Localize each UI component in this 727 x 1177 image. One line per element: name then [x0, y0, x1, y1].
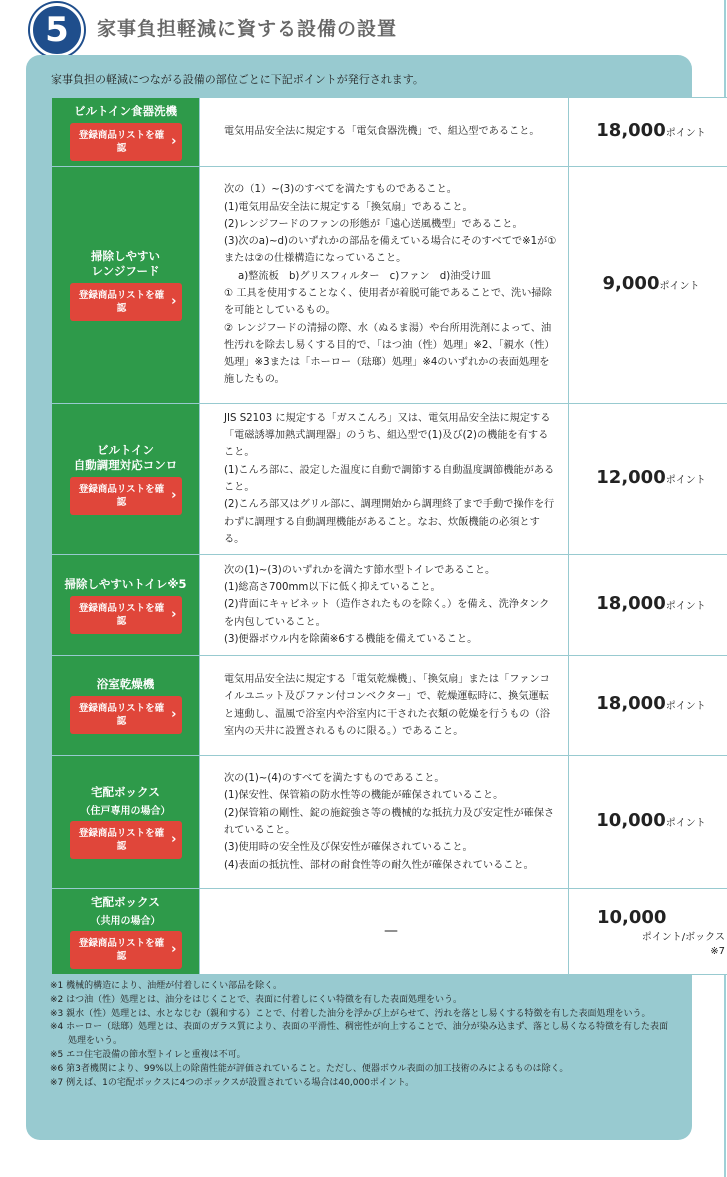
- requirement-line: (1)総高さ700mm以下に低く抑えていること。: [224, 582, 441, 594]
- registered-product-list-button[interactable]: [70, 696, 182, 734]
- points-unit: ポイント: [665, 817, 706, 829]
- section-header: [0, 0, 727, 52]
- points-cell: [569, 756, 727, 889]
- requirement-line: JIS S2103 に規定する「ガスこんろ」又は、電気用品安全法に規定する「電磁誘導加熱式調理器」のうち、組込型で(1)及び(2)の機能を有すること。: [224, 412, 551, 459]
- requirement-line: 電気用品安全法に規定する「電気食器洗機」で、組込型であること。: [224, 126, 540, 138]
- points-value: 18,000: [596, 592, 666, 614]
- equipment-name: 宅配ボックス: [91, 894, 160, 909]
- registered-product-list-button[interactable]: [70, 821, 182, 859]
- chevron-right-icon: ›: [171, 606, 177, 622]
- requirement-line: ② レンジフードの清掃の際、水（ぬるま湯）や台所用洗剤によって、油性汚れを除去し易くする目的で、「はつ油（性）処理」※2、「親水（性）処理」※3または「ホーロー（琺瑯）処理」※4のいずれかの表面処理を施したもの。: [224, 322, 555, 386]
- requirement-line: (2)レンジフードのファンの形態が「遠心送風機型」であること。: [224, 218, 523, 230]
- table-row: [52, 756, 727, 889]
- registered-product-list-button[interactable]: [70, 596, 182, 634]
- requirement-description: [200, 167, 569, 404]
- chevron-right-icon: ›: [171, 832, 177, 847]
- content-panel: [26, 55, 725, 1140]
- requirement-line: —: [384, 922, 398, 939]
- button-label: 登録商品リストを確認: [78, 484, 165, 508]
- equipment-name: 掃除しやすい レンジフード: [91, 249, 160, 278]
- requirement-description: [200, 889, 569, 975]
- requirement-line: (2)こんろ部又はグリル部に、調理開始から調理終了まで手動で操作を行わずに調理する自動調理機能があること。なお、炊飯機能の必須とする。: [224, 499, 555, 545]
- equipment-name-cell: [52, 98, 200, 167]
- button-label: 登録商品リストを確認: [78, 129, 165, 154]
- requirement-line: (1)保安性、保管箱の防水性等の機能が確保されていること。: [224, 790, 504, 802]
- equipment-subtitle: （共用の場合）: [90, 915, 161, 927]
- points-cell: [569, 889, 727, 975]
- registered-product-list-button[interactable]: [70, 283, 182, 321]
- requirement-description: [200, 756, 569, 889]
- equipment-name-cell: [52, 167, 200, 404]
- equipment-name-cell: [52, 404, 200, 555]
- points-cell: [569, 98, 727, 167]
- requirement-line: (1)こんろ部に、設定した温度に自動で調節する自動温度調節機能があること。: [224, 464, 555, 493]
- section-number-badge: 5: [30, 3, 84, 57]
- points-value: 10,000: [597, 906, 667, 928]
- requirement-line: (1)電気用品安全法に規定する「換気扇」であること。: [224, 201, 473, 213]
- requirement-description: [200, 555, 569, 656]
- section-title: 家事負担軽減に資する設備の設置: [97, 18, 398, 40]
- footnote: ※6 第3者機関により、99%以上の除菌性能が評価されていること。ただし、便器ボウル表面の加工技術のみによるものは除く。: [50, 1063, 569, 1074]
- chevron-right-icon: ›: [171, 294, 177, 309]
- points-unit: ポイント: [665, 600, 706, 612]
- equipment-name: 宅配ボックス: [91, 785, 160, 799]
- requirement-line: (2)背面にキャビネット（造作されたものを除く。）を備え、洗浄タンクを内包していること。: [224, 599, 550, 628]
- intro-text: 家事負担の軽減につながる設備の部位ごとに下記ポイントが発行されます。: [51, 73, 424, 86]
- table-row: [52, 555, 727, 656]
- points-unit: ポイント: [665, 701, 706, 712]
- requirement-description: [200, 98, 569, 167]
- table-row: [52, 98, 727, 167]
- requirement-line: 次の(1)~(3)のいずれかを満たす節水型トイレであること。: [224, 564, 496, 576]
- points-cell: [569, 404, 727, 555]
- requirement-line: (4)表面の抵抗性、部材の耐食性等の耐久性が確保されていること。: [224, 859, 534, 871]
- button-label: 登録商品リストを確認: [78, 828, 165, 852]
- footnote: ※3 親水（性）処理とは、水となじむ（親和する）ことで、付着した油分を浮かび上がらせて、汚れを落とし易くする特徴を有した表面処理をいう。: [50, 1008, 651, 1019]
- points-value: 12,000: [596, 466, 666, 488]
- points-unit: ポイント: [659, 280, 700, 292]
- requirement-line: (3)便器ボウル内を除菌※6する機能を備えていること。: [224, 633, 478, 645]
- requirement-description: [200, 656, 569, 756]
- registered-product-list-button[interactable]: [70, 123, 182, 161]
- requirement-description: [200, 404, 569, 555]
- points-cell: [569, 656, 727, 756]
- chevron-right-icon: ›: [171, 133, 177, 149]
- footnote: ※4 ホーロー（琺瑯）処理とは、表面のガラス質により、表面の平滑性、稠密性が向上することで、油分が染み込まず、落とし易くなる特徴を有した表面処理をいう。: [50, 1022, 668, 1047]
- button-label: 登録商品リストを確認: [78, 937, 165, 962]
- requirement-line: ① 工具を使用することなく、使用者が着脱可能であることで、洗い掃除を可能としているもの。: [224, 288, 552, 317]
- footnote: ※2 はつ油（性）処理とは、油分をはじくことで、表面に付着しにくい特徴を有した表面処理をいう。: [50, 994, 462, 1005]
- requirement-line: 次の（1）~(3)のすべてを満たすものであること。: [224, 184, 457, 196]
- equipment-name: ビルトイン食器洗機: [74, 103, 177, 118]
- button-label: 登録商品リストを確認: [78, 602, 165, 627]
- chevron-right-icon: ›: [171, 488, 177, 503]
- footnote: ※7 例えば、1の宅配ボックスに4つのボックスが設置されている場合は40,000ポイント。: [50, 1077, 415, 1088]
- equipment-name: 掃除しやすいトイレ※5: [64, 576, 187, 591]
- table-row: [52, 167, 727, 404]
- requirement-line: (3)次のa)~d)のいずれかの部品を備えている場合にそのすべてで※1が①または②の仕様構造になっていること。: [224, 236, 557, 265]
- footnote: ※1 機械的構造により、油煙が付着しにくい部品を除く。: [50, 981, 282, 991]
- chevron-right-icon: ›: [171, 941, 177, 957]
- points-unit: ポイント: [665, 474, 706, 486]
- points-cell: [569, 555, 727, 656]
- points-unit: ポイント/ボックス ※7: [641, 931, 725, 957]
- equipment-name-cell: [52, 889, 200, 975]
- points-value: 18,000: [596, 119, 666, 141]
- equipment-name-cell: [52, 756, 200, 889]
- registered-product-list-button[interactable]: [70, 477, 182, 515]
- points-unit: ポイント: [665, 127, 706, 139]
- button-label: 登録商品リストを確認: [78, 290, 165, 314]
- points-value: 18,000: [596, 693, 666, 714]
- table-row: [52, 404, 727, 555]
- table-row: [52, 656, 727, 756]
- equipment-subtitle: （住戸専用の場合）: [80, 806, 171, 817]
- equipment-name: 浴室乾燥機: [96, 677, 155, 691]
- table-row: [52, 889, 727, 975]
- footnote: ※5 エコ住宅設備の節水型トイレと重複は不可。: [50, 1049, 246, 1060]
- equipment-name-cell: [52, 555, 200, 656]
- points-value: 9,000: [602, 272, 660, 294]
- button-label: 登録商品リストを確認: [78, 703, 165, 727]
- requirement-line: 次の(1)~(4)のすべてを満たすものであること。: [224, 773, 445, 785]
- points-value: 10,000: [596, 809, 666, 831]
- equipment-name: ビルトイン 自動調理対応コンロ: [73, 443, 178, 472]
- requirement-line: (2)保管箱の剛性、錠の施錠強さ等の機械的な抵抗力及び安定性が確保されていること。: [224, 807, 555, 836]
- equipment-name-cell: [52, 656, 200, 756]
- requirement-line: 電気用品安全法に規定する「電気乾燥機」、「換気扇」または「ファンコイルユニット及びファン付コンベクター」で、乾燥運転時に、換気運転と連動し、温風で浴室内や浴室内に干された衣類の乾燥を行うもの（浴室内の天井に設置されるものに限る。）であること。: [224, 673, 550, 737]
- chevron-right-icon: ›: [171, 707, 177, 722]
- equipment-table: [51, 97, 727, 975]
- requirement-line: (3)使用時の安全性及び保安性が確保されていること。: [224, 842, 473, 854]
- registered-product-list-button[interactable]: [70, 931, 182, 969]
- points-cell: [569, 167, 727, 404]
- requirement-line: a)整流板 b)グリスフィルター c)ファン d)油受け皿: [238, 270, 491, 282]
- footnotes: [50, 980, 675, 1090]
